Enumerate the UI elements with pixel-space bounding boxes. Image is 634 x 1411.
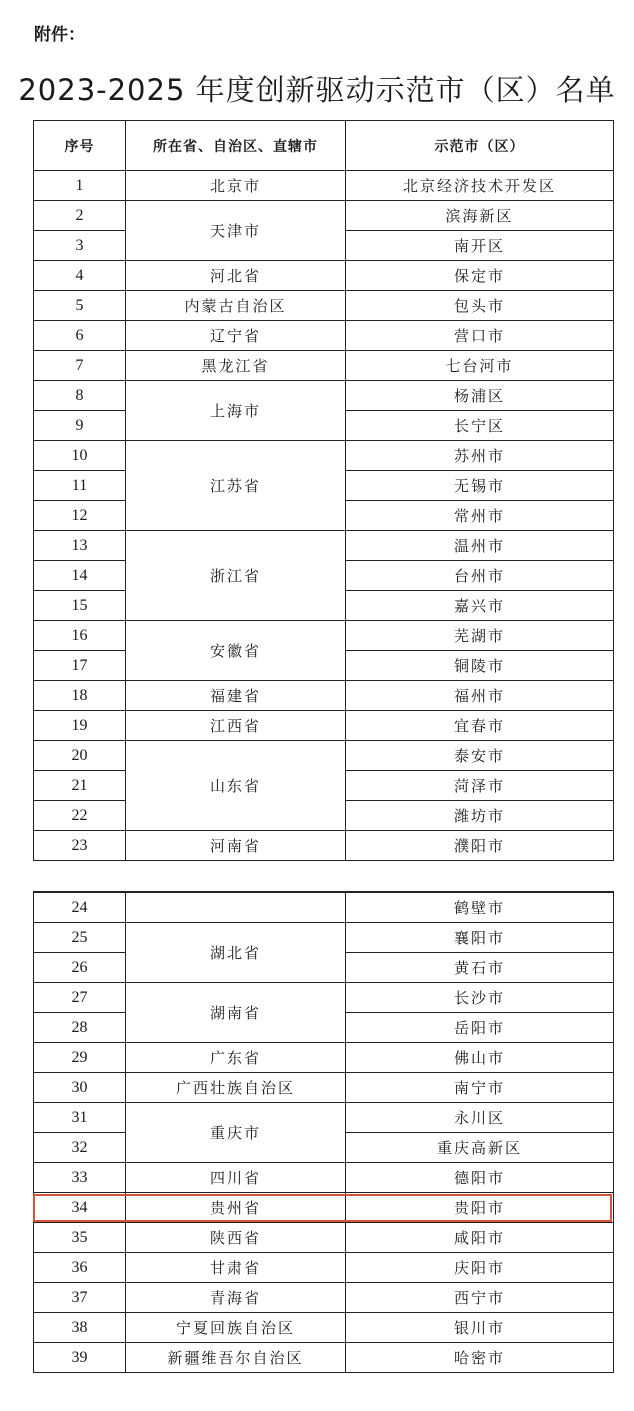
city-cell: 福州市 (346, 681, 614, 711)
province-cell: 浙江省 (126, 531, 346, 621)
table-row (34, 171, 614, 201)
city-cell: 哈密市 (346, 1343, 614, 1373)
city-cell: 无锡市 (346, 471, 614, 501)
row-number: 28 (34, 1013, 126, 1043)
table-row (34, 621, 614, 651)
row-number: 10 (34, 441, 126, 471)
province-cell: 辽宁省 (126, 321, 346, 351)
table-row (34, 1253, 614, 1283)
province-cell: 宁夏回族自治区 (126, 1313, 346, 1343)
city-cell: 南宁市 (346, 1073, 614, 1103)
city-cell: 黄石市 (346, 953, 614, 983)
table-row-highlighted (34, 1193, 614, 1223)
row-number: 20 (34, 741, 126, 771)
row-number: 14 (34, 561, 126, 591)
city-cell: 保定市 (346, 261, 614, 291)
city-cell: 长宁区 (346, 411, 614, 441)
province-cell: 江西省 (126, 711, 346, 741)
province-cell: 上海市 (126, 381, 346, 441)
table-row (34, 351, 614, 381)
row-number: 25 (34, 923, 126, 953)
header-province: 所在省、自治区、直辖市 (126, 121, 346, 171)
province-cell: 陕西省 (126, 1223, 346, 1253)
row-number: 34 (34, 1193, 126, 1223)
row-number: 36 (34, 1253, 126, 1283)
city-cell: 苏州市 (346, 441, 614, 471)
city-cell: 银川市 (346, 1313, 614, 1343)
list-table-part-1 (33, 120, 614, 861)
province-cell: 湖南省 (126, 983, 346, 1043)
city-cell: 宜春市 (346, 711, 614, 741)
province-cell: 重庆市 (126, 1103, 346, 1163)
row-number: 29 (34, 1043, 126, 1073)
row-number: 13 (34, 531, 126, 561)
row-number: 1 (34, 171, 126, 201)
city-cell: 杨浦区 (346, 381, 614, 411)
header-seq: 序号 (34, 121, 126, 171)
row-number: 35 (34, 1223, 126, 1253)
province-cell: 河南省 (126, 831, 346, 861)
row-number: 37 (34, 1283, 126, 1313)
row-number: 33 (34, 1163, 126, 1193)
city-cell: 常州市 (346, 501, 614, 531)
row-number: 9 (34, 411, 126, 441)
row-number: 8 (34, 381, 126, 411)
city-cell: 铜陵市 (346, 651, 614, 681)
city-cell: 滨海新区 (346, 201, 614, 231)
province-cell: 新疆维吾尔自治区 (126, 1343, 346, 1373)
city-cell: 岳阳市 (346, 1013, 614, 1043)
city-cell: 贵阳市 (346, 1193, 614, 1223)
row-number: 5 (34, 291, 126, 321)
table-header-row (34, 121, 614, 171)
table-row (34, 1223, 614, 1253)
city-cell: 南开区 (346, 231, 614, 261)
row-number: 27 (34, 983, 126, 1013)
row-number: 39 (34, 1343, 126, 1373)
city-cell: 襄阳市 (346, 923, 614, 953)
row-number: 18 (34, 681, 126, 711)
table-row (34, 831, 614, 861)
row-number: 30 (34, 1073, 126, 1103)
row-number: 31 (34, 1103, 126, 1133)
city-cell: 七台河市 (346, 351, 614, 381)
city-cell: 佛山市 (346, 1043, 614, 1073)
province-cell: 黑龙江省 (126, 351, 346, 381)
city-cell: 泰安市 (346, 741, 614, 771)
row-number: 24 (34, 892, 126, 923)
table-row (34, 261, 614, 291)
city-cell: 温州市 (346, 531, 614, 561)
row-number: 26 (34, 953, 126, 983)
row-number: 23 (34, 831, 126, 861)
row-number: 17 (34, 651, 126, 681)
city-cell: 嘉兴市 (346, 591, 614, 621)
province-cell: 北京市 (126, 171, 346, 201)
city-cell: 西宁市 (346, 1283, 614, 1313)
table-row (34, 291, 614, 321)
row-number: 2 (34, 201, 126, 231)
row-number: 21 (34, 771, 126, 801)
city-cell: 濮阳市 (346, 831, 614, 861)
table-row (34, 321, 614, 351)
row-number: 32 (34, 1133, 126, 1163)
province-cell: 广西壮族自治区 (126, 1073, 346, 1103)
row-number: 4 (34, 261, 126, 291)
province-cell: 安徽省 (126, 621, 346, 681)
table-row (34, 892, 614, 923)
table-row (34, 711, 614, 741)
province-cell: 福建省 (126, 681, 346, 711)
header-city: 示范市（区） (346, 121, 614, 171)
row-number: 12 (34, 501, 126, 531)
table-row (34, 681, 614, 711)
province-cell: 青海省 (126, 1283, 346, 1313)
city-cell: 北京经济技术开发区 (346, 171, 614, 201)
attachment-label: 附件： (34, 25, 85, 45)
city-cell: 芜湖市 (346, 621, 614, 651)
row-number: 38 (34, 1313, 126, 1343)
city-cell: 长沙市 (346, 983, 614, 1013)
table-row (34, 741, 614, 771)
table-row (34, 381, 614, 411)
row-number: 16 (34, 621, 126, 651)
province-cell: 甘肃省 (126, 1253, 346, 1283)
province-cell: 天津市 (126, 201, 346, 261)
row-number: 6 (34, 321, 126, 351)
row-number: 7 (34, 351, 126, 381)
row-number: 3 (34, 231, 126, 261)
table-row (34, 441, 614, 471)
page-title: 2023-2025 年度创新驱动示范市（区）名单 (18, 73, 616, 107)
province-cell: 广东省 (126, 1043, 346, 1073)
province-cell: 山东省 (126, 741, 346, 831)
city-cell: 营口市 (346, 321, 614, 351)
city-cell: 德阳市 (346, 1163, 614, 1193)
city-cell: 咸阳市 (346, 1223, 614, 1253)
row-number: 19 (34, 711, 126, 741)
table-row (34, 1283, 614, 1313)
table-row (34, 1073, 614, 1103)
row-number: 15 (34, 591, 126, 621)
province-cell: 河北省 (126, 261, 346, 291)
city-cell: 重庆高新区 (346, 1133, 614, 1163)
city-cell: 鹤壁市 (346, 892, 614, 923)
table-row (34, 1043, 614, 1073)
table-row (34, 1103, 614, 1133)
city-cell: 潍坊市 (346, 801, 614, 831)
table-row (34, 1343, 614, 1373)
table-row (34, 983, 614, 1013)
table-row (34, 1313, 614, 1343)
city-cell: 包头市 (346, 291, 614, 321)
city-cell: 永川区 (346, 1103, 614, 1133)
city-cell: 台州市 (346, 561, 614, 591)
row-number: 22 (34, 801, 126, 831)
city-cell: 菏泽市 (346, 771, 614, 801)
table-row (34, 531, 614, 561)
province-cell: 四川省 (126, 1163, 346, 1193)
province-cell: 湖北省 (126, 923, 346, 983)
province-cell: 江苏省 (126, 441, 346, 531)
city-cell: 庆阳市 (346, 1253, 614, 1283)
row-number: 11 (34, 471, 126, 501)
province-cell: 内蒙古自治区 (126, 291, 346, 321)
table-row (34, 201, 614, 231)
list-table-part-2 (33, 891, 614, 1373)
province-cell: 贵州省 (126, 1193, 346, 1223)
table-row (34, 923, 614, 953)
province-cell (126, 892, 346, 923)
table-row (34, 1163, 614, 1193)
